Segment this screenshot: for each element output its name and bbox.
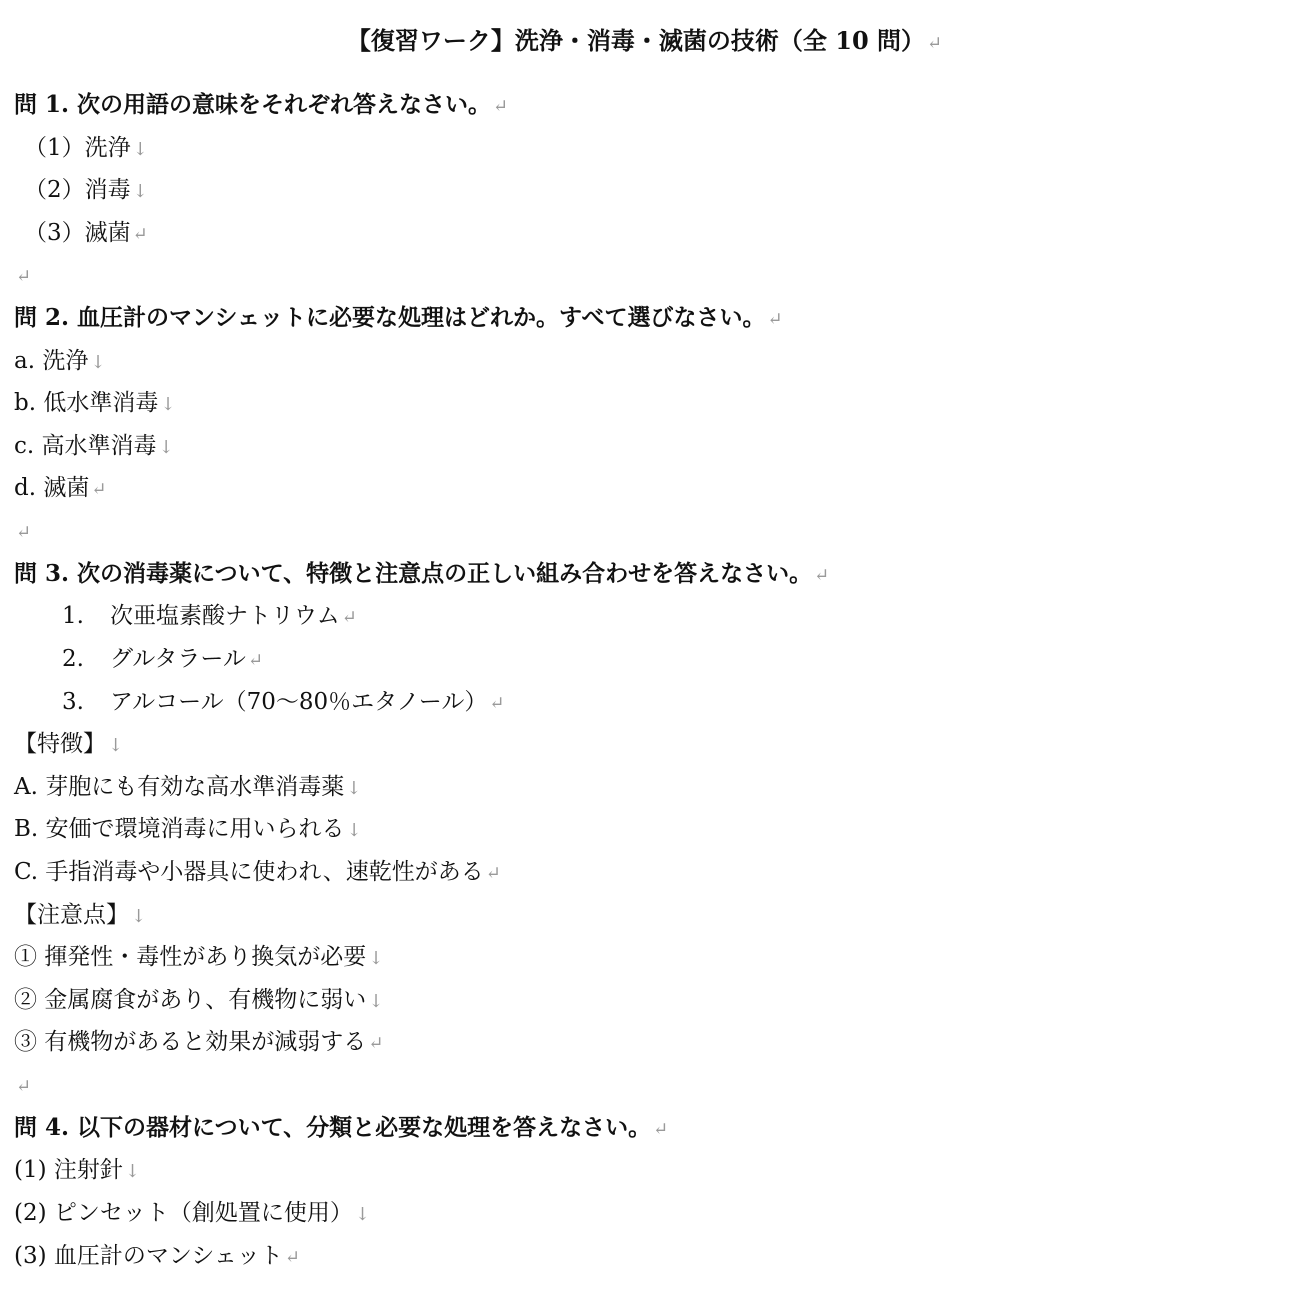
line-break-mark: ↓ [346,820,362,841]
feature-item: B. 安価で環境消毒に用いられる ↓ [14,816,362,842]
question-3-heading: 問 3. 次の消毒薬について、特徴と注意点の正しい組み合わせを答えなさい。 ↵ [14,560,830,587]
line-break-mark: ↓ [108,735,124,756]
paragraph-mark: ↵ [341,607,357,628]
caution-item: ② 金属腐食があり、有機物に弱い ↓ [14,987,384,1013]
paragraph-mark: ↵ [16,522,32,543]
disinfectant-item: 3. アルコール（70〜80％エタノール） ↵ [62,689,505,715]
paragraph-mark: ↵ [767,309,783,330]
question-4-item: (1) 注射針 ↓ [14,1157,140,1183]
line-break-mark: ↓ [131,906,147,927]
line-break-mark: ↓ [346,778,362,799]
line-break-mark: ↓ [160,394,176,415]
question-4-item: (2) ピンセット（創処置に使用） ↓ [14,1200,370,1226]
paragraph-mark: ↵ [485,863,501,884]
question-2-option: a. 洗浄 ↓ [14,348,106,374]
paragraph-mark: ↵ [493,96,509,117]
line-break-mark: ↓ [368,991,384,1012]
question-1-item: （3）滅菌 ↵ [24,220,148,246]
line-break-mark: ↓ [368,948,384,969]
caution-item: ③ 有機物があると効果が減弱する ↵ [14,1029,384,1055]
title-text: 【復習ワーク】洗浄・消毒・滅菌の技術（全 10 問） [346,26,925,55]
question-4-heading: 問 4. 以下の器材について、分類と必要な処理を答えなさい。 ↵ [14,1114,669,1141]
disinfectant-item: 2. グルタラール ↵ [62,646,264,672]
paragraph-mark: ↵ [489,693,505,714]
line-break-mark: ↓ [132,181,148,202]
line-break-mark: ↓ [354,1204,370,1225]
line-break-mark: ↓ [132,139,148,160]
disinfectant-item: 1. 次亜塩素酸ナトリウム ↵ [62,603,357,629]
line-break-mark: ↓ [90,352,106,373]
paragraph-mark: ↵ [284,1247,300,1268]
feature-item: C. 手指消毒や小器具に使われ、速乾性がある ↵ [14,859,501,885]
paragraph-mark: ↵ [653,1119,669,1140]
line-break-mark: ↓ [158,437,174,458]
question-2-option: b. 低水準消毒 ↓ [14,390,176,416]
paragraph-mark: ↵ [814,565,830,586]
paragraph-mark: ↵ [368,1033,384,1054]
features-heading: 【特徴】 ↓ [14,731,124,757]
empty-paragraph [14,258,31,294]
paragraph-mark: ↵ [91,479,107,500]
empty-paragraph [14,514,31,550]
question-4-item: (3) 血圧計のマンシェット ↵ [14,1243,300,1269]
cautions-heading: 【注意点】 ↓ [14,902,147,928]
paragraph-mark: ↵ [927,33,943,54]
feature-item: A. 芽胞にも有効な高水準消毒薬 ↓ [14,774,362,800]
paragraph-mark: ↵ [16,266,32,287]
question-2-option: d. 滅菌 ↵ [14,475,107,501]
empty-paragraph [14,1068,31,1104]
question-2-heading: 問 2. 血圧計のマンシェットに必要な処理はどれか。すべて選びなさい。 ↵ [14,304,783,331]
paragraph-mark: ↵ [132,224,148,245]
question-1-item: （1）洗浄 ↓ [24,135,148,161]
question-1-heading: 問 1. 次の用語の意味をそれぞれ答えなさい。 ↵ [14,91,509,118]
caution-item: ① 揮発性・毒性があり換気が必要 ↓ [14,944,384,970]
question-1-item: （2）消毒 ↓ [24,177,148,203]
paragraph-mark: ↵ [247,650,264,671]
document-title [0,22,1289,63]
line-break-mark: ↓ [124,1161,140,1182]
question-2-option: c. 高水準消毒 ↓ [14,433,174,459]
paragraph-mark: ↵ [16,1076,32,1097]
